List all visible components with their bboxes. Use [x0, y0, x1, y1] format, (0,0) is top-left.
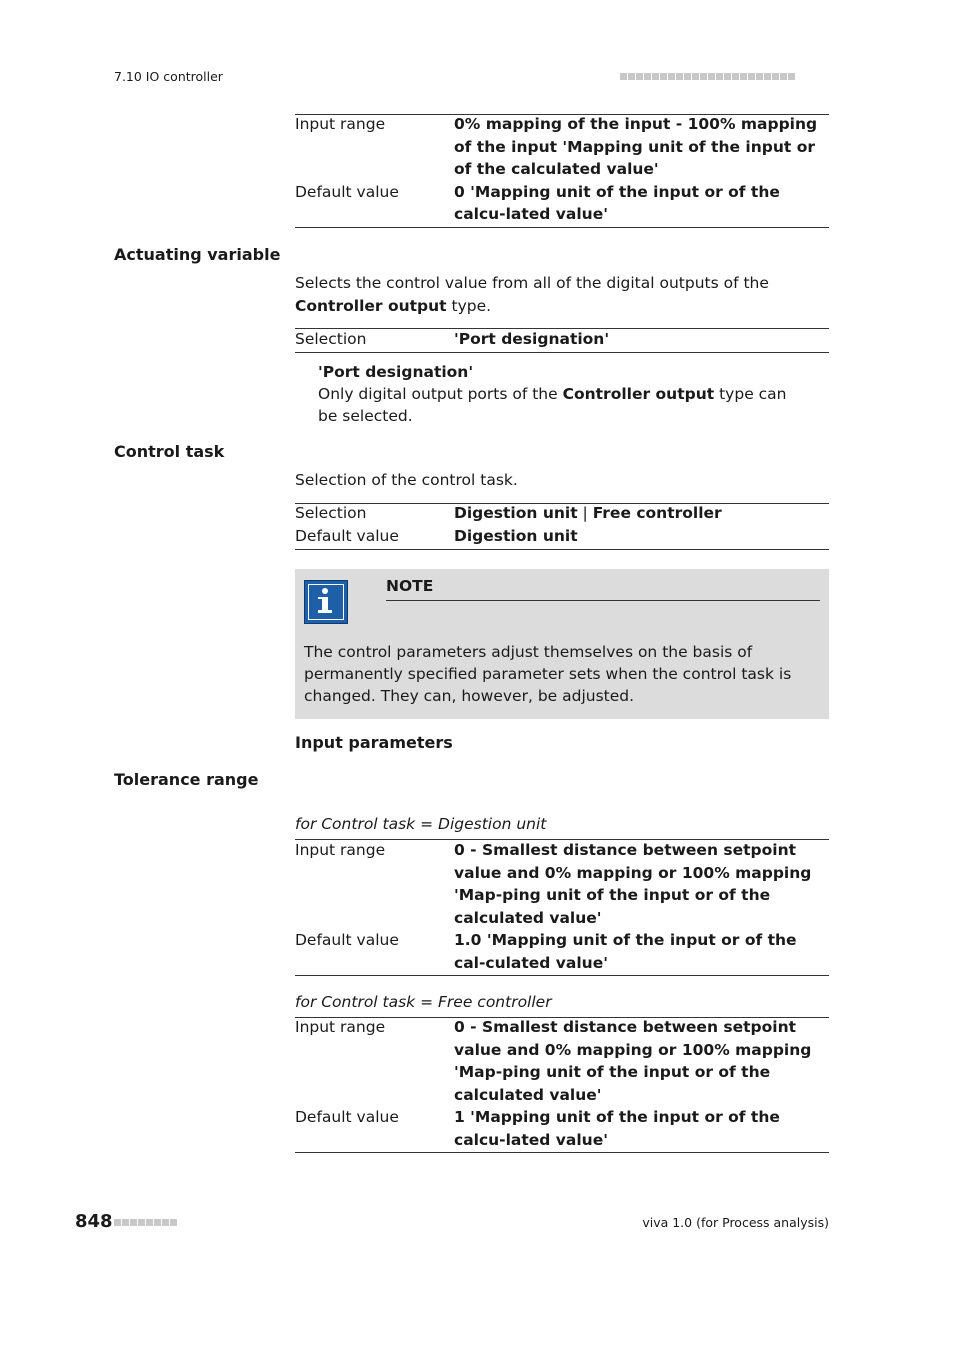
note-text: The control parameters adjust themselves on the basis of permanently specified parameter sets when the control task is changed. They can, however, be adjusted. — [304, 643, 792, 705]
row-value: 0 'Mapping unit of the input or of the calcu-lated value' — [454, 182, 780, 223]
row-label: Selection — [295, 504, 367, 522]
actuating-selection-table — [295, 328, 829, 351]
row-value: 1.0 'Mapping unit of the input or of the cal-culated value' — [454, 931, 797, 972]
note-title: NOTE — [386, 577, 434, 595]
page-number: 848 — [75, 1211, 113, 1232]
row-label: Input range — [295, 841, 386, 859]
row-label: Input range — [295, 115, 386, 133]
free-controller-table — [295, 1016, 829, 1151]
table-row — [295, 113, 829, 181]
note-box — [295, 569, 829, 719]
table-bottom-rule — [295, 549, 829, 550]
control-task-description: Selection of the control task. — [295, 471, 518, 489]
table-row — [295, 525, 829, 548]
table-bottom-rule — [295, 227, 829, 228]
table-bottom-rule — [295, 352, 829, 353]
row-value: Digestion unit — [454, 526, 578, 545]
control-task-table — [295, 502, 829, 547]
row-label: Input range — [295, 1018, 386, 1036]
running-header: 7.10 IO controller — [114, 69, 223, 84]
table-bottom-rule — [295, 975, 829, 976]
table-row — [295, 328, 829, 351]
row-label: Selection — [295, 330, 367, 348]
row-value: Digestion unit | Free controller — [454, 504, 722, 522]
input-parameters-heading: Input parameters — [295, 733, 453, 752]
info-icon — [304, 580, 348, 624]
product-name: viva 1.0 (for Process analysis) — [642, 1215, 829, 1230]
option-description: Only digital output ports of the Controller output type can be selected. — [318, 385, 787, 425]
table-row — [295, 181, 829, 226]
row-label: Default value — [295, 931, 399, 949]
row-label: Default value — [295, 526, 399, 545]
row-value: 0% mapping of the input - 100% mapping of the input 'Mapping unit of the input or of the calculated value' — [454, 115, 818, 178]
table-row — [295, 929, 829, 974]
tolerance-range-heading: Tolerance range — [114, 770, 259, 789]
row-label: Default value — [295, 182, 399, 201]
option-title: 'Port designation' — [318, 363, 474, 381]
header-decoration — [620, 73, 795, 80]
row-label: Default value — [295, 1108, 399, 1126]
actuating-description: Selects the control value from all of the digital outputs of the Controller output type. — [295, 274, 769, 315]
footer-decoration — [114, 1219, 177, 1226]
row-value: 0 - Smallest distance between setpoint value and 0% mapping or 100% mapping 'Map-ping unit of the input or of the calculated value' — [454, 1018, 812, 1104]
digestion-table — [295, 839, 829, 974]
actuating-variable-heading: Actuating variable — [114, 245, 281, 264]
free-controller-caption: for Control task = Free controller — [295, 993, 552, 1011]
table-bottom-rule — [295, 1152, 829, 1153]
row-value: 'Port designation' — [454, 330, 610, 348]
row-value: 0 - Smallest distance between setpoint value and 0% mapping or 100% mapping 'Map-ping unit of the input or of the calculated value' — [454, 841, 812, 927]
note-divider — [386, 600, 820, 601]
table-row — [295, 1106, 829, 1151]
table-row — [295, 1016, 829, 1106]
table-row — [295, 839, 829, 929]
table-row — [295, 502, 829, 525]
row-value: 1 'Mapping unit of the input or of the calcu-lated value' — [454, 1108, 780, 1149]
top-param-table — [295, 113, 829, 226]
digestion-caption: for Control task = Digestion unit — [295, 815, 547, 833]
control-task-heading: Control task — [114, 442, 225, 461]
